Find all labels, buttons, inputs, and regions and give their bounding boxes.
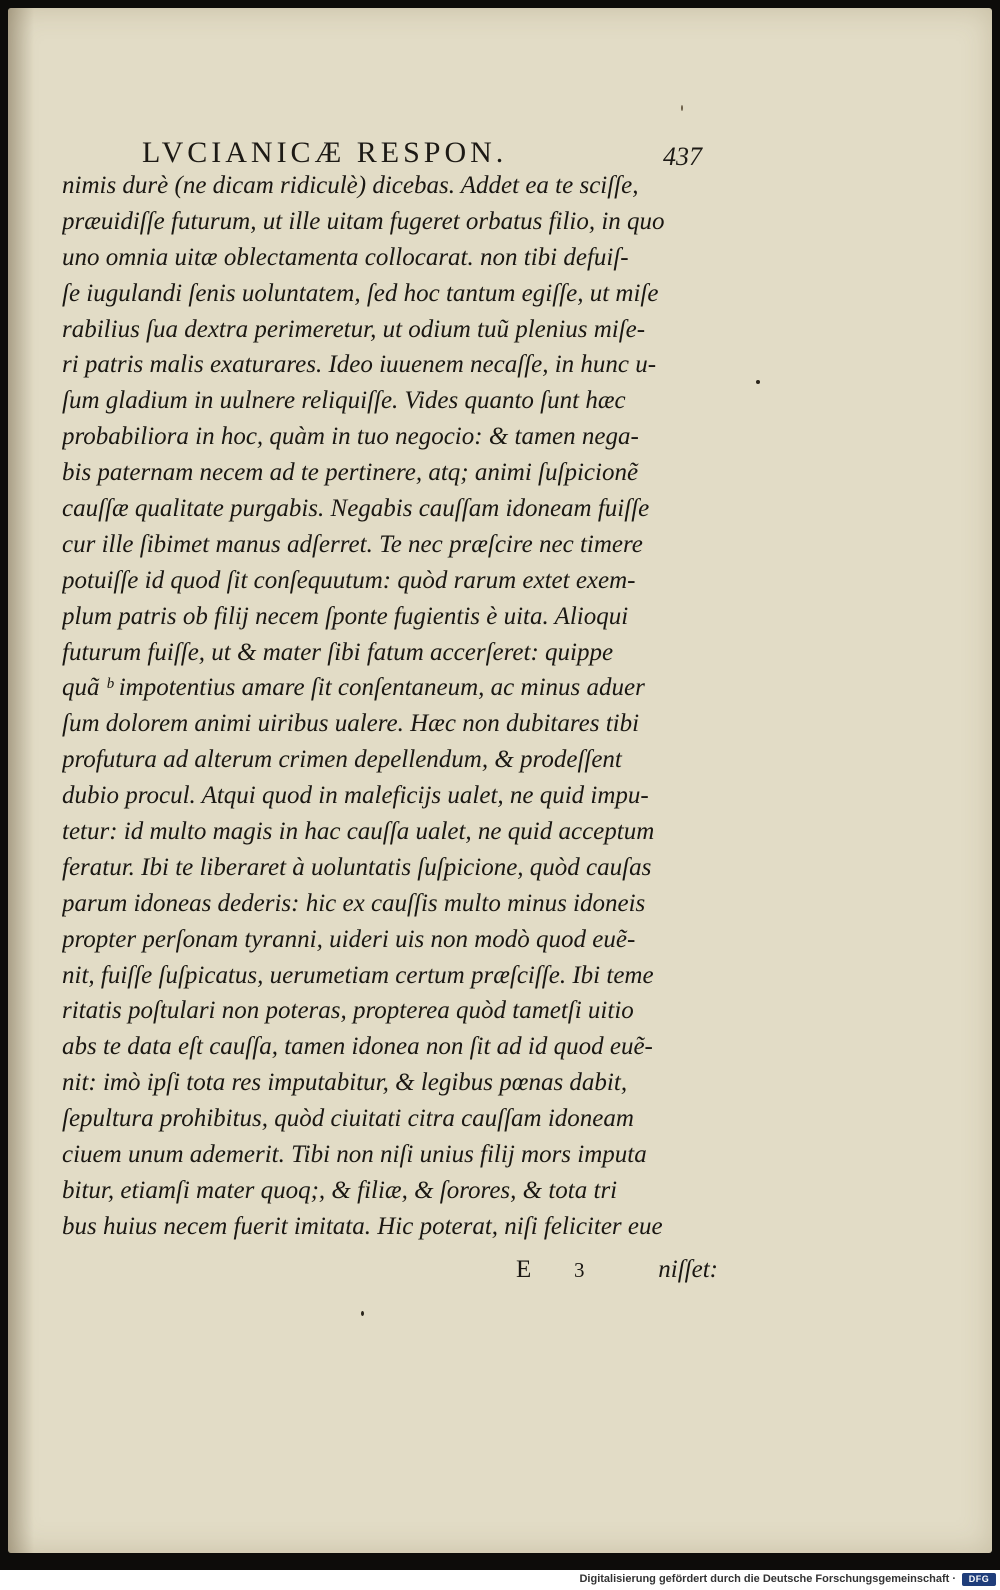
text-line: dubio procul. Atqui quod in maleficijs ualet, ne quid impu- [62, 782, 649, 810]
text-line: ri patris malis exaturares. Ideo iuuenem necaſſe, in hunc u- [62, 351, 657, 379]
text-line: plum patris ob filij necem ſponte fugientis è uita. Alioqui [62, 602, 629, 630]
text-line: tetur: id multo magis in hac cauſſa ualet, ne quid acceptum [62, 818, 655, 846]
ink-speck [361, 1311, 364, 1316]
text-line: probabiliora in hoc, quàm in tuo negocio: & tamen nega- [62, 423, 639, 451]
gutter-shadow [8, 8, 34, 1553]
text-line: ſepultura prohibitus, quòd ciuitati citra cauſſam idoneam [62, 1105, 634, 1133]
text-line: abs te data eſt cauſſa, tamen idonea non ſit ad id quod euẽ- [62, 1033, 653, 1061]
signature-mark: E [516, 1256, 532, 1283]
footer-credit: Digitalisierung gefördert durch die Deutsche Forschungsgemeinschaft · [579, 1573, 956, 1585]
text-line: nimis durè (ne dicam ridiculè) dicebas. Addet ea te sciſſe, [62, 172, 639, 199]
text-line: bitur, etiamſi mater quoq;, & filiæ, & ſorores, & tota tri [62, 1176, 618, 1204]
text-line: ritatis poſtulari non poteras, propterea quòd tametſi uitio [62, 997, 634, 1025]
ink-speck [756, 380, 760, 384]
body-text [62, 168, 717, 1245]
text-line: ſum dolorem animi uiribus ualere. Hæc non dubitares tibi [62, 710, 640, 738]
text-line: cur ille ſibimet manus adſerret. Te nec præſcire nec timere [62, 530, 643, 558]
text-line: futurum fuiſſe, ut & mater ſibi fatum accerſeret: quippe [62, 638, 614, 666]
running-title: LVCIANICÆ RESPON. [142, 136, 508, 169]
text-line: ſe iugulandi ſenis uoluntatem, ſed hoc tantum egiſſe, ut miſe [62, 279, 659, 307]
text-line: ſum gladium in uulnere reliquiſſe. Vides quanto ſunt hæc [62, 387, 626, 415]
signature-line [498, 1254, 728, 1294]
text-line: bis paternam necem ad te pertinere, atq; animi ſuſpicionẽ [62, 459, 639, 487]
book-page [8, 8, 992, 1553]
text-line: uno omnia uitæ oblectamenta collocarat. non tibi defuiſ- [62, 243, 629, 271]
text-line: parum idoneas dederis: hic ex cauſſis multo minus idoneis [62, 889, 646, 917]
text-line: bus huius necem fuerit imitata. Hic poterat, niſi feliciter eue [62, 1212, 663, 1240]
signature-number: 3 [574, 1258, 585, 1282]
dfg-logo: DFG [962, 1573, 996, 1586]
catchword: niſſet: [658, 1256, 718, 1283]
running-head [142, 132, 702, 172]
text-line: potuiſſe id quod ſit conſequutum: quòd rarum extet exem- [62, 566, 636, 594]
text-line: quã ᵇ impotentius amare ſit conſentaneum, ac minus aduer [62, 674, 645, 702]
text-line: præuidiſſe futurum, ut ille uitam fugeret orbatus filio, in quo [62, 207, 665, 235]
footer-bar [0, 1570, 1000, 1590]
paper-speck [681, 105, 683, 111]
text-line: nit: imò ipſi tota res imputabitur, & legibus pœnas dabit, [62, 1069, 628, 1097]
text-line: ciuem unum ademerit. Tibi non niſi unius filij mors imputa [62, 1141, 647, 1169]
text-line: nit, fuiſſe ſuſpicatus, uerumetiam certum præſciſſe. Ibi teme [62, 961, 654, 989]
text-line: cauſſæ qualitate purgabis. Negabis cauſſam idoneam fuiſſe [62, 495, 650, 523]
text-line: rabilius ſua dextra perimeretur, ut odium tuũ plenius miſe- [62, 315, 646, 343]
text-line: propter perſonam tyranni, uideri uis non modò quod euẽ- [62, 925, 636, 953]
text-line: profutura ad alterum crimen depellendum, & prodeſſent [62, 746, 622, 774]
text-line: feratur. Ibi te liberaret à uoluntatis ſuſpicione, quòd cauſas [62, 853, 652, 881]
page-number: 437 [663, 142, 702, 171]
